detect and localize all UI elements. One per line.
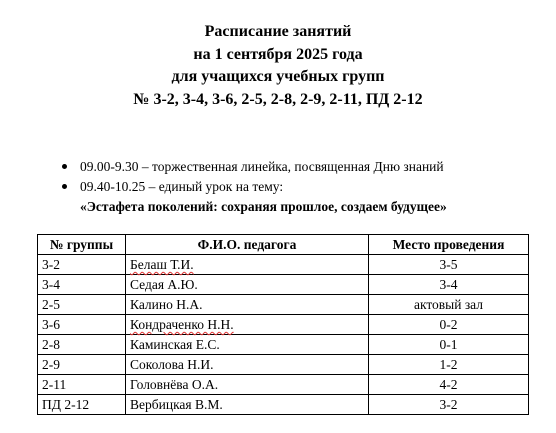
header-group: № группы bbox=[38, 235, 126, 255]
cell-place: 3-5 bbox=[369, 255, 529, 275]
cell-group: 2-8 bbox=[38, 335, 126, 355]
bullet-text: 09.00-9.30 – торжественная линейка, посвященная Дню знаний bbox=[80, 159, 444, 174]
bullet-dot-icon bbox=[62, 164, 67, 169]
bullet-list bbox=[60, 157, 540, 217]
cell-place: 4-2 bbox=[369, 375, 529, 395]
cell-teacher: Седая А.Ю. bbox=[126, 275, 369, 295]
table-row bbox=[38, 375, 529, 395]
cell-group: 3-4 bbox=[38, 275, 126, 295]
table-row bbox=[38, 295, 529, 315]
cell-teacher: Соколова Н.И. bbox=[126, 355, 369, 375]
title-line-2: на 1 сентября 2025 года bbox=[193, 45, 363, 63]
table-row bbox=[38, 355, 529, 375]
teacher-name: Белаш Т.И. bbox=[130, 257, 194, 272]
cell-teacher: Головнёва О.А. bbox=[126, 375, 369, 395]
table-row bbox=[38, 395, 529, 415]
header-teacher: Ф.И.О. педагога bbox=[126, 235, 369, 255]
cell-group: 2-5 bbox=[38, 295, 126, 315]
bullet-text: 09.40-10.25 – единый урок на тему: bbox=[80, 179, 284, 194]
bullet-dot-icon bbox=[62, 184, 67, 189]
cell-teacher: Каминская Е.С. bbox=[126, 335, 369, 355]
cell-group: 2-11 bbox=[38, 375, 126, 395]
cell-place: 1-2 bbox=[369, 355, 529, 375]
cell-teacher bbox=[126, 255, 369, 275]
cell-group: 2-9 bbox=[38, 355, 126, 375]
table-row bbox=[38, 275, 529, 295]
title-line-4: № 3-2, 3-4, 3-6, 2-5, 2-8, 2-9, 2-11, ПД 2-12 bbox=[133, 90, 423, 108]
teacher-name: Кондраченко Н.Н. bbox=[130, 317, 234, 332]
header-place: Место проведения bbox=[369, 235, 529, 255]
schedule-table bbox=[37, 234, 529, 415]
cell-teacher bbox=[126, 315, 369, 335]
cell-place: 0-1 bbox=[369, 335, 529, 355]
table-row bbox=[38, 255, 529, 275]
title-line-3: для учащихся учебных групп bbox=[171, 68, 385, 85]
table-header-row bbox=[38, 235, 529, 255]
cell-place: 3-2 bbox=[369, 395, 529, 415]
cell-place: актовый зал bbox=[369, 295, 529, 315]
table-row bbox=[38, 315, 529, 335]
cell-group: 3-2 bbox=[38, 255, 126, 275]
lesson-topic: «Эстафета поколений: сохраняя прошлое, создаем будущее» bbox=[80, 199, 447, 214]
cell-teacher: Калино Н.А. bbox=[126, 295, 369, 315]
document-title bbox=[0, 21, 556, 111]
bullet-item-lesson bbox=[60, 177, 540, 197]
table-row bbox=[38, 335, 529, 355]
bullet-item-ceremony bbox=[60, 157, 540, 177]
cell-group: ПД 2-12 bbox=[38, 395, 126, 415]
cell-place: 3-4 bbox=[369, 275, 529, 295]
cell-teacher: Вербицкая В.М. bbox=[126, 395, 369, 415]
cell-place: 0-2 bbox=[369, 315, 529, 335]
title-line-1: Расписание занятий bbox=[204, 23, 352, 40]
cell-group: 3-6 bbox=[38, 315, 126, 335]
